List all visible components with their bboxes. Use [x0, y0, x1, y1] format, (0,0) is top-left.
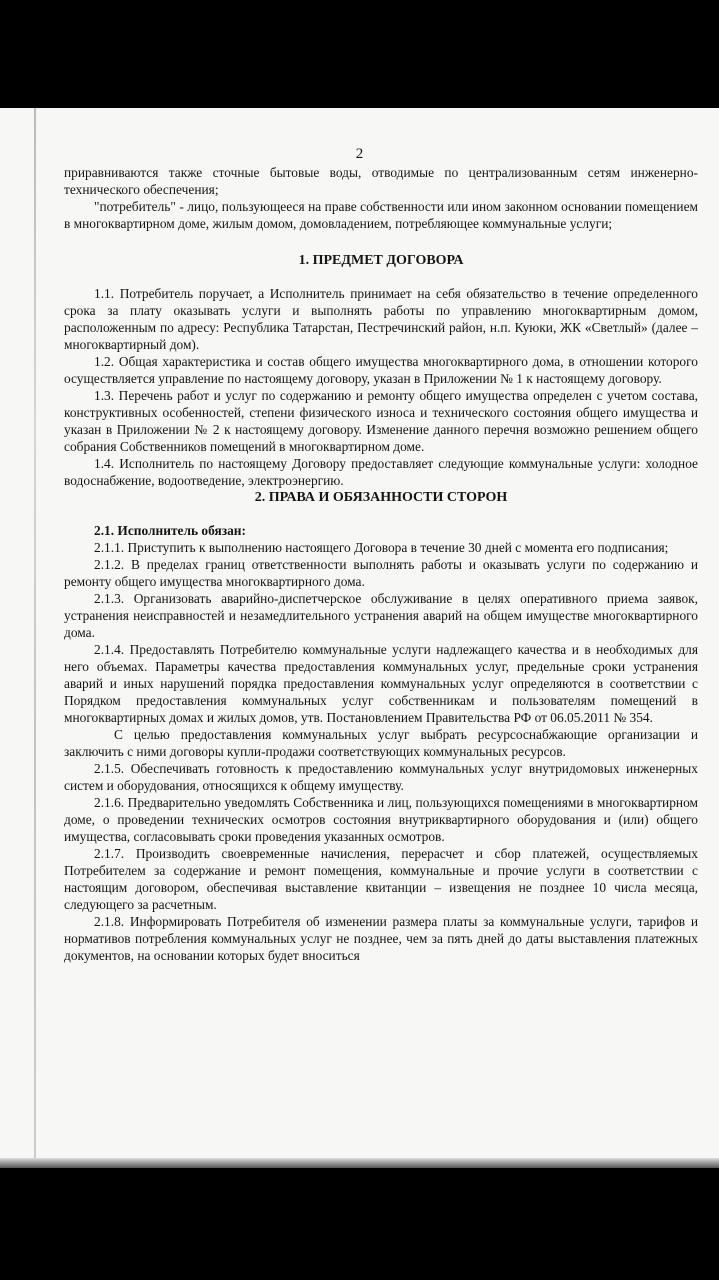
paragraph: 2.1.8. Информировать Потребителя об изменении размера платы за коммунальные услуги, тарифов и нормативов потребления коммунальных услуг не позднее, чем за пять дней до даты выставления платежных документов, на основании которых будет вноситься — [64, 914, 698, 963]
paragraph: "потребитель" - лицо, пользующееся на праве собственности или ином законном основании помещением в многоквартирном доме, жилым домом, домовладением, потребляющее коммунальные услуги; — [64, 199, 698, 231]
paragraph: С целью предоставления коммунальных услуг выбрать ресурсоснабжающие организации и заключить с ними договоры купли-продажи соответствующих коммунальных ресурсов. — [64, 727, 698, 759]
section-heading: 2. ПРАВА И ОБЯЗАННОСТИ СТОРОН — [254, 490, 508, 505]
scan-bottom-edge — [0, 1158, 719, 1168]
paragraph: 1.1. Потребитель поручает, а Исполнитель принимает на себя обязательство в течение определенного срока за плату оказывать услуги и выполнять работы по управлению многоквартирным домом, расположенным по адресу: Республика Татарстан, Пестречинский район, н.п. Куюки, ЖК «Светлый» (далее – многоквартирный дом). — [64, 286, 698, 352]
scan-margin-line — [34, 108, 36, 1168]
document-page — [0, 108, 719, 1168]
paragraph: 2.1.5. Обеспечивать готовность к предоставлению коммунальных услуг внутридомовых инженерных систем и оборудования, относящихся к общему имуществу. — [64, 761, 698, 793]
paragraph: 2.1.6. Предварительно уведомлять Собственника и лиц, пользующихся помещениями в многоквартирном доме, о проведении технических осмотров состояния внутриквартирного оборудования и (или) общего имущества, согласовывать сроки проведения указанных осмотров. — [64, 795, 698, 844]
section-heading: 1. ПРЕДМЕТ ДОГОВОРА — [298, 253, 464, 268]
paragraph: 1.4. Исполнитель по настоящему Договору предоставляет следующие коммунальные услуги: холодное водоснабжение, водоотведение, электроэнергию. — [64, 456, 698, 488]
paragraph: 1.3. Перечень работ и услуг по содержанию и ремонту общего имущества определен с учетом состава, конструктивных особенностей, степени физического износа и технического состояния общего имущества и указан в Приложении № 2 к настоящему договору. Изменение данного перечня возможно решением общего собрания Собственников помещений в многоквартирном доме. — [64, 388, 698, 454]
page-number: 2 — [355, 146, 364, 162]
document-body — [64, 164, 698, 964]
paragraph: 2.1.4. Предоставлять Потребителю коммунальные услуги надлежащего качества и в необходимых для него объемах. Параметры качества предоставления коммунальных услуг, предельные сроки устранения аварий и иных нарушений порядка предоставления коммунальных услуг определяются в соответствии с Порядком предоставления коммунальных услуг собственникам и пользователям помещений в многоквартирных домах и жилых домов, утв. Постановлением Правительства РФ от 06.05.2011 № 354. — [64, 642, 698, 725]
paragraph: 2.1.3. Организовать аварийно-диспетчерское обслуживание в целях оперативного приема заявок, устранения неисправностей и незамедлительного устранения аварий на общем имуществе многоквартирного дома. — [64, 591, 698, 640]
paragraph: 2.1. Исполнитель обязан: — [94, 523, 246, 538]
paragraph: приравниваются также сточные бытовые воды, отводимые по централизованным сетям инженерно-технического обеспечения; — [64, 165, 698, 197]
paragraph: 2.1.7. Производить своевременные начисления, перерасчет и сбор платежей, осуществляемых Потребителем за содержание и ремонт помещения, коммунальные и прочие услуги в соответствии с настоящим договором, обеспечивая выставление квитанции – извещения не позднее 10 числа месяца, следующего за расчетным. — [64, 846, 698, 912]
paragraph: 1.2. Общая характеристика и состав общего имущества многоквартирного дома, в отношении которого осуществляется управление по настоящему договору, указан в Приложении № 1 к настоящему договору. — [64, 354, 698, 386]
paragraph: 2.1.1. Приступить к выполнению настоящего Договора в течение 30 дней с момента его подписания; — [94, 540, 669, 555]
paragraph: 2.1.2. В пределах границ ответственности выполнять работы и оказывать услуги по содержанию и ремонту общего имущества многоквартирного дома. — [64, 557, 698, 589]
